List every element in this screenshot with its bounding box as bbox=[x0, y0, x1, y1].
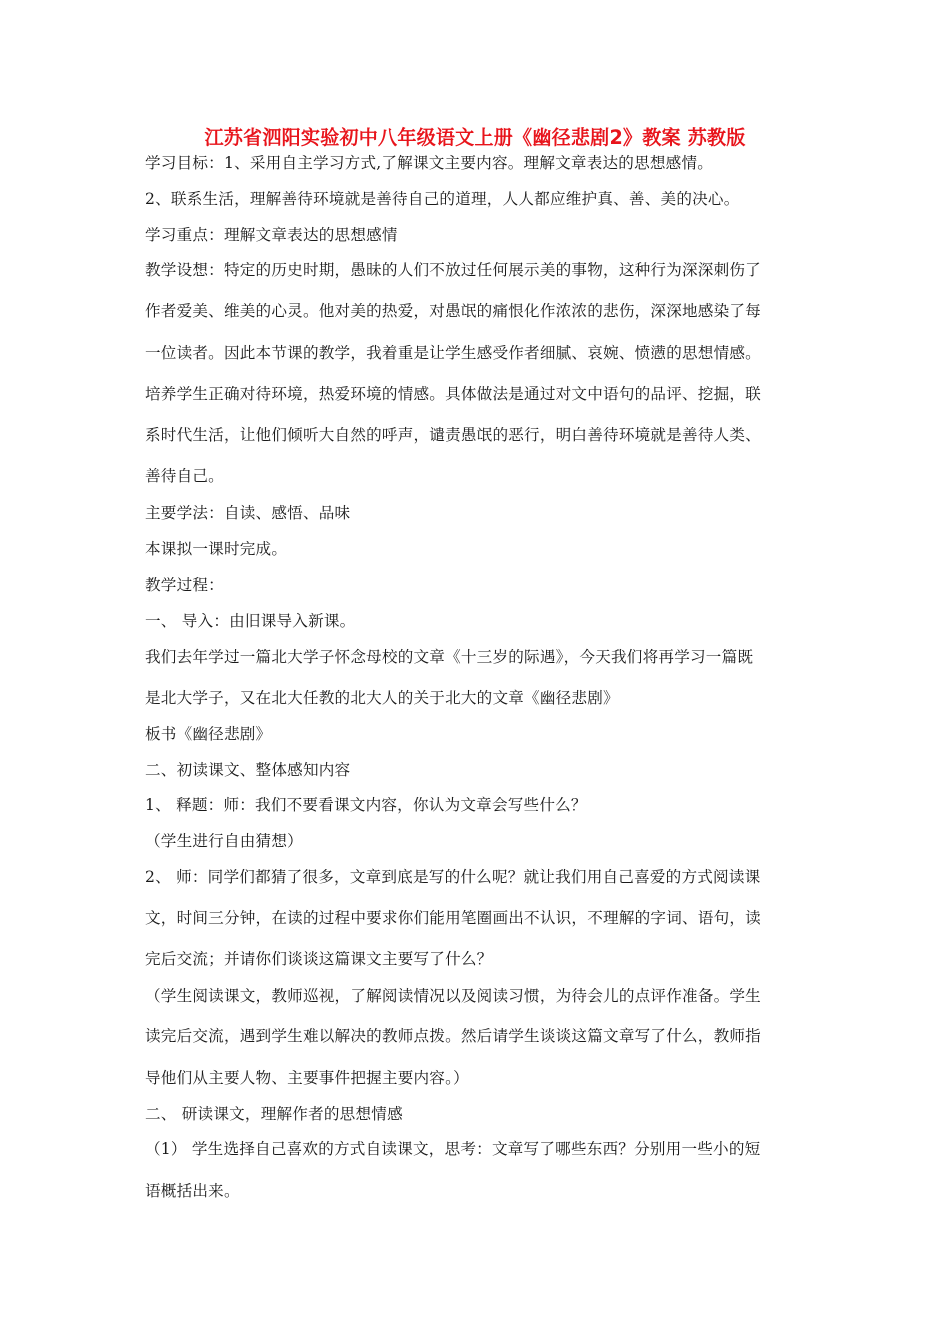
text-line: 主要学法：自读、感悟、品味 bbox=[145, 504, 351, 522]
text-line: 教学设想：特定的历史时期，愚昧的人们不放过任何展示美的事物，这种行为深深刺伤了 bbox=[145, 261, 761, 279]
text-line: 我们去年学过一篇北大学子怀念母校的文章《十三岁的际遇》，今天我们将再学习一篇既 bbox=[145, 648, 754, 666]
text-line: （1） 学生选择自己喜欢的方式自读课文，思考：文章写了哪些东西？分别用一些小的短 bbox=[145, 1140, 761, 1158]
text-line: 导他们从主要人物、主要事件把握主要内容。） bbox=[145, 1069, 469, 1087]
text-line: 系时代生活，让他们倾听大自然的呼声，谴责愚氓的恶行，明白善待环境就是善待人类、 bbox=[145, 426, 761, 444]
text-line: 板书《幽径悲剧》 bbox=[145, 725, 272, 743]
document-title: 江苏省泗阳实验初中八年级语文上册《幽径悲剧2》教案 苏教版 bbox=[204, 126, 746, 149]
text-line: 语概括出来。 bbox=[145, 1182, 240, 1200]
text-line: 2、 师：同学们都猜了很多，文章到底是写的什么呢？就让我们用自己喜爱的方式阅读课 bbox=[145, 868, 761, 886]
text-line: 学习重点：理解文章表达的思想感情 bbox=[145, 226, 398, 244]
text-line: 教学过程： bbox=[145, 576, 224, 594]
text-line: 读完后交流，遇到学生难以解决的教师点拨。然后请学生谈谈这篇文章写了什么，教师指 bbox=[145, 1027, 761, 1045]
text-line: 文，时间三分钟，在读的过程中要求你们能用笔圈画出不认识，不理解的字词、语句，读 bbox=[145, 909, 761, 927]
text-line: 一、 导入：由旧课导入新课。 bbox=[145, 612, 356, 630]
text-line: 是北大学子，又在北大任教的北大人的关于北大的文章《幽径悲剧》 bbox=[145, 689, 619, 707]
text-line: 善待自己。 bbox=[145, 467, 224, 485]
text-line: （学生阅读课文，教师巡视，了解阅读情况以及阅读习惯，为待会儿的点评作准备。学生 bbox=[145, 987, 761, 1005]
text-line: 作者爱美、维美的心灵。他对美的热爱，对愚氓的痛恨化作浓浓的悲伤，深深地感染了每 bbox=[145, 302, 761, 320]
text-line: 学习目标：1、采用自主学习方式,了解课文主要内容。理解文章表达的思想感情。 bbox=[145, 154, 714, 172]
text-line: 二、 研读课文，理解作者的思想情感 bbox=[145, 1105, 403, 1123]
text-line: 本课拟一课时完成。 bbox=[145, 540, 288, 558]
text-line: 1、 释题：师：我们不要看课文内容，你认为文章会写些什么？ bbox=[145, 796, 587, 814]
text-line: 完后交流；并请你们谈谈这篇课文主要写了什么？ bbox=[145, 950, 493, 968]
text-line: 一位读者。因此本节课的教学，我着重是让学生感受作者细腻、哀婉、愤懑的思想情感。 bbox=[145, 344, 761, 362]
text-line: （学生进行自由猜想） bbox=[145, 832, 303, 850]
text-line: 二、初读课文、整体感知内容 bbox=[145, 761, 351, 779]
text-line: 培养学生正确对待环境，热爱环境的情感。具体做法是通过对文中语句的品评、挖掘，联 bbox=[145, 385, 761, 403]
text-line: 2、联系生活，理解善待环境就是善待自己的道理，人人都应维护真、善、美的决心。 bbox=[145, 190, 740, 208]
